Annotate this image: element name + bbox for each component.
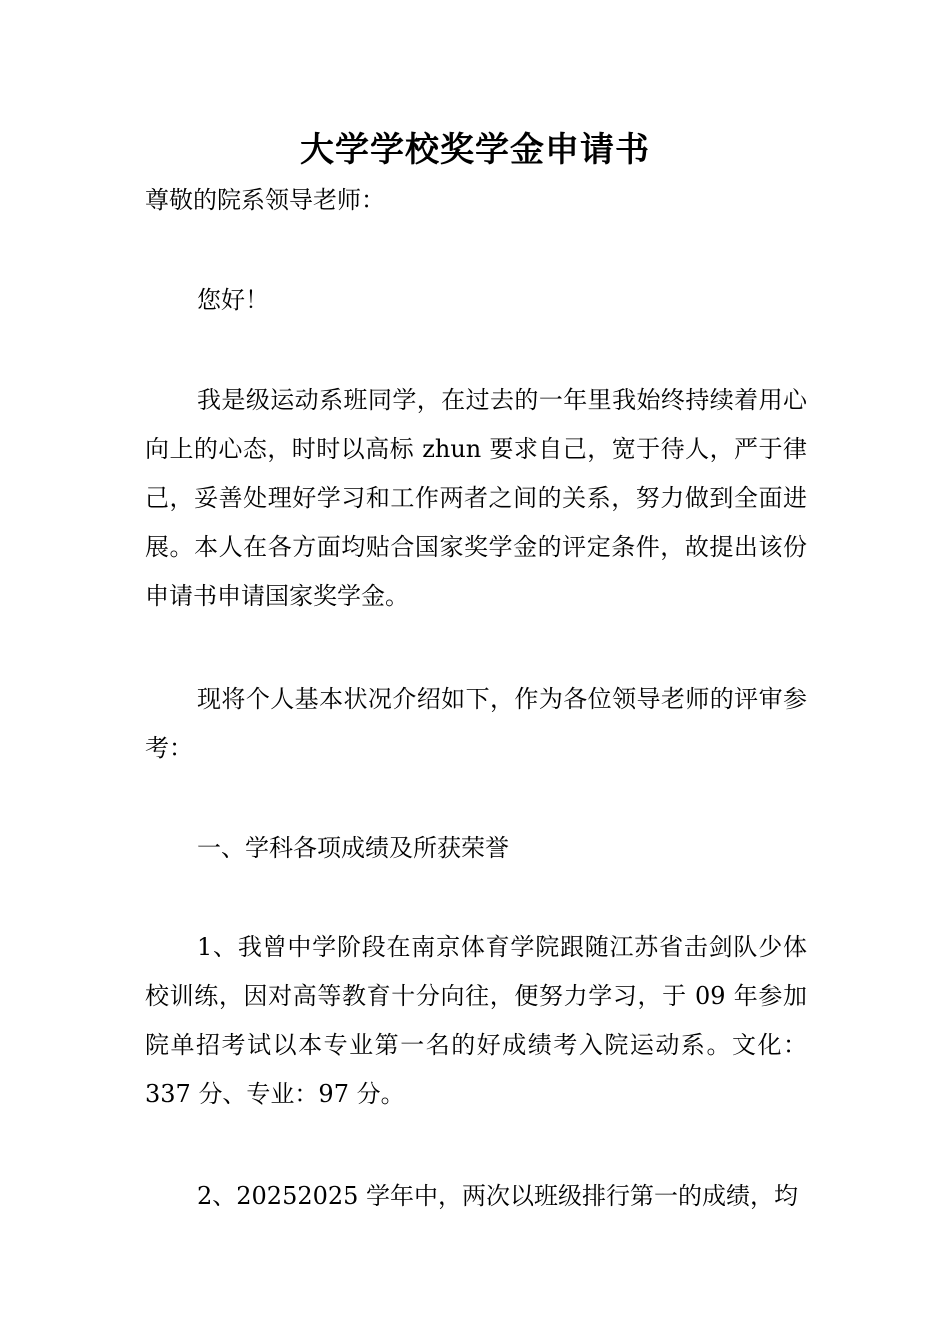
section-heading-1: 一、学科各项成绩及所获荣誉 [197, 834, 509, 862]
salutation: 尊敬的院系领导老师： [145, 186, 385, 214]
paragraph-intro: 我是级运动系班同学，在过去的一年里我始终持续着用心向上的心态，时时以高标 zhun 要求自己，宽于待人，严于律己，妥善处理好学习和工作两者之间的关系，努力做到全面进展。本人在各方面均贴合国家奖学金的评定条件，故提出该份申请书申请国家奖学金。 [145, 386, 807, 610]
paragraph-item-2: 2、20252025 学年中，两次以班级排行第一的成绩，均 [197, 1182, 799, 1210]
paragraph-present: 现将个人基本状况介绍如下，作为各位领导老师的评审参考： [145, 685, 807, 762]
paragraph-greeting: 您好！ [197, 286, 269, 314]
document-title: 大学学校奖学金申请书 [300, 130, 650, 170]
paragraph-item-1: 1、我曾中学阶段在南京体育学院跟随江苏省击剑队少体校训练，因对高等教育十分向往，便努力学习，于 09 年参加院单招考试以本专业第一名的好成绩考入院运动系。文化：337 分、专业：97 分。 [145, 933, 807, 1108]
